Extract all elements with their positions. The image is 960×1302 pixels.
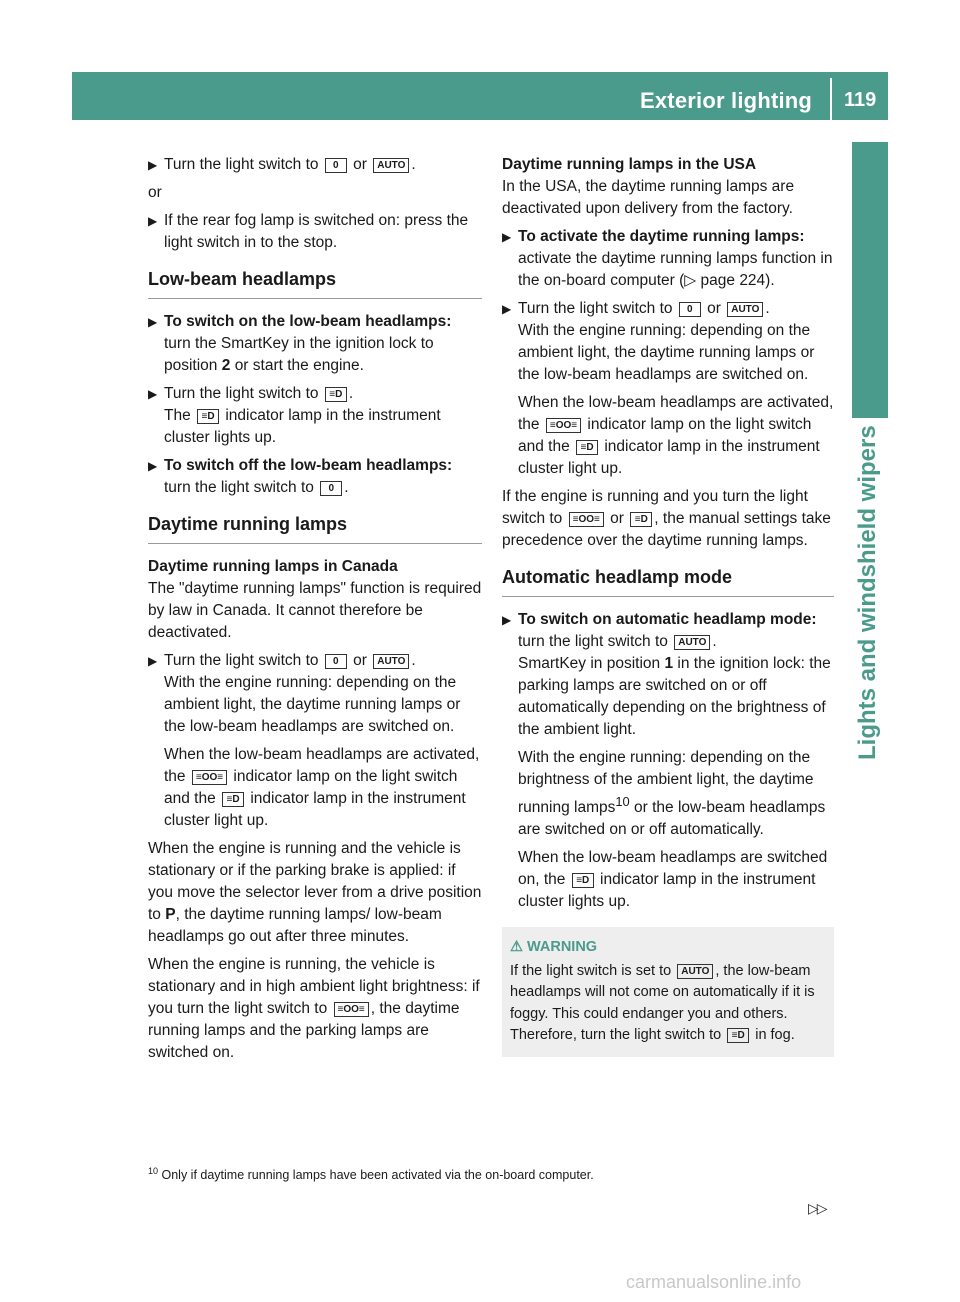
zero-icon: 0 [325,654,347,669]
section-heading: Daytime running lamps [148,513,482,544]
instruction-item: ▶ To switch off the low-beam headlamps: turn the light switch to 0 . [148,457,453,496]
lowbeam-icon: ≡D [630,512,652,527]
paragraph: The "daytime running lamps" function is required by law in Canada. It cannot therefore be deactivated. [148,580,482,641]
or-text: or [148,184,162,201]
lowbeam-icon: ≡D [576,440,598,455]
zero-icon: 0 [325,158,347,173]
arrow-icon: ▶ [148,387,158,401]
arrow-icon: ▶ [148,214,158,228]
auto-icon: AUTO [373,158,409,173]
instruction-result: SmartKey in position 1 in the ignition lock: the parking lamps are switched on or off automatically depending on the brightness of the ambient light. [518,655,831,738]
instruction-item: ▶ Turn the light switch to ≡D . [148,383,482,405]
header-separator [830,78,832,120]
lowbeam-icon: ≡D [197,409,219,424]
instruction-result: With the engine running: depending on the brightness of the ambient light, the daytime running lamps$^{10}$ or the low-beam headlamps are switched on or off automatically. [518,749,826,839]
paragraph: When the engine is running, the vehicle is stationary and in high ambient light brightness: if you turn the light switch to ≡OO≡ , the daytime running lamps and the parking lamps are switched on. [148,956,480,1061]
auto-icon: AUTO [373,654,409,669]
side-tab-block [852,142,888,418]
instruction-result: When the low-beam headlamps are switched on, the ≡D indicator lamp in the instrument cluster lights up. [518,849,828,911]
footnote-ref: 10 [615,794,630,809]
arrow-icon: ▶ [148,158,158,172]
instruction-item: ▶ To switch on automatic headlamp mode: turn the light switch to AUTO . [502,611,817,650]
page-number: 119 [844,89,877,111]
page-reference-link[interactable]: (▷ page 224). [679,272,775,289]
arrow-icon: ▶ [148,315,158,329]
continue-icon: ▷▷ [808,1200,826,1216]
arrow-icon: ▶ [148,654,158,668]
auto-icon: AUTO [727,302,763,317]
watermark: carmanualsonline.info [626,1272,802,1292]
lowbeam-icon: ≡D [325,387,347,402]
instruction-item: ▶ To switch on the low-beam headlamps: turn the SmartKey in the ignition lock to position 2 or start the engine. [148,313,452,374]
arrow-icon: ▶ [502,230,512,244]
section-heading: Automatic headlamp mode [502,566,834,597]
instruction-item: ▶ If the rear fog lamp is switched on: press the light switch in to the stop. [148,212,469,251]
subsection-heading: Daytime running lamps in the USA [502,156,757,173]
auto-icon: AUTO [677,964,713,979]
zero-icon: 0 [679,302,701,317]
footnote-number: 10 [148,1166,159,1176]
instruction-result: The ≡D indicator lamp in the instrument cluster lights up. [164,407,441,446]
parking-lamp-icon: ≡OO≡ [546,418,581,433]
arrow-icon: ▶ [502,302,512,316]
subsection-heading: Daytime running lamps in Canada [148,558,398,575]
parking-lamp-icon: ≡OO≡ [569,512,604,527]
instruction-item: ▶ Turn the light switch to 0 or AUTO . [148,650,482,672]
auto-icon: AUTO [674,635,710,650]
arrow-icon: ▶ [148,459,158,473]
warning-box [502,927,834,1057]
instruction-result: When the low-beam headlamps are activated, the ≡OO≡ indicator lamp on the light switch and the ≡D indicator lamp in the instrument cluster light up. [164,746,480,829]
side-tab-label: Lights and windshield wipers [854,425,881,760]
instruction-result: With the engine running: depending on the ambient light, the daytime running lamps or the low-beam headlamps are switched on. [518,322,815,383]
right-column [502,154,834,1057]
parking-lamp-icon: ≡OO≡ [192,770,227,785]
page-title: Exterior lighting [640,88,813,113]
instruction-result: With the engine running: depending on the ambient light, the daytime running lamps or the low-beam headlamps are switched on. [164,674,461,735]
footnote-text: Only if daytime running lamps have been activated via the on-board computer. [161,1168,594,1183]
parking-lamp-icon: ≡OO≡ [334,1002,369,1017]
zero-icon: 0 [320,481,342,496]
lowbeam-icon: ≡D [572,873,594,888]
paragraph: In the USA, the daytime running lamps are deactivated upon delivery from the factory. [502,178,795,217]
warning-text: If the light switch is set to AUTO , the low-beam headlamps will not come on automatically if it is foggy. This could endanger you and others. Therefore, turn the light switch to ≡D in fog. [510,962,815,1044]
instruction-item: ▶ Turn the light switch to 0 or AUTO . [502,298,834,320]
paragraph: When the engine is running and the vehicle is stationary or if the parking brake is applied: if you move the selector lever from a drive position to P, the daytime running lamps/ low-beam headlamps go out after three minutes. [148,840,482,945]
warning-heading: ⚠ WARNING [510,937,826,959]
warning-triangle-icon: ⚠ [510,939,523,956]
lowbeam-icon: ≡D [727,1028,749,1043]
instruction-item: ▶ Turn the light switch to 0 or AUTO . [148,154,482,176]
instruction-result: When the low-beam headlamps are activated, the ≡OO≡ indicator lamp on the light switch and the ≡D indicator lamp in the instrument cluster light up. [518,394,834,477]
instruction-item: ▶ To activate the daytime running lamps: activate the daytime running lamps function in the on-board computer (▷ page 224). [502,228,833,289]
paragraph: If the engine is running and you turn the light switch to ≡OO≡ or ≡D , the manual settings take precedence over the daytime running lamps. [502,488,831,549]
arrow-icon: ▶ [502,613,512,627]
footnote [148,1166,594,1182]
section-heading: Low-beam headlamps [148,268,482,299]
left-column [148,154,482,1070]
lowbeam-icon: ≡D [222,792,244,807]
